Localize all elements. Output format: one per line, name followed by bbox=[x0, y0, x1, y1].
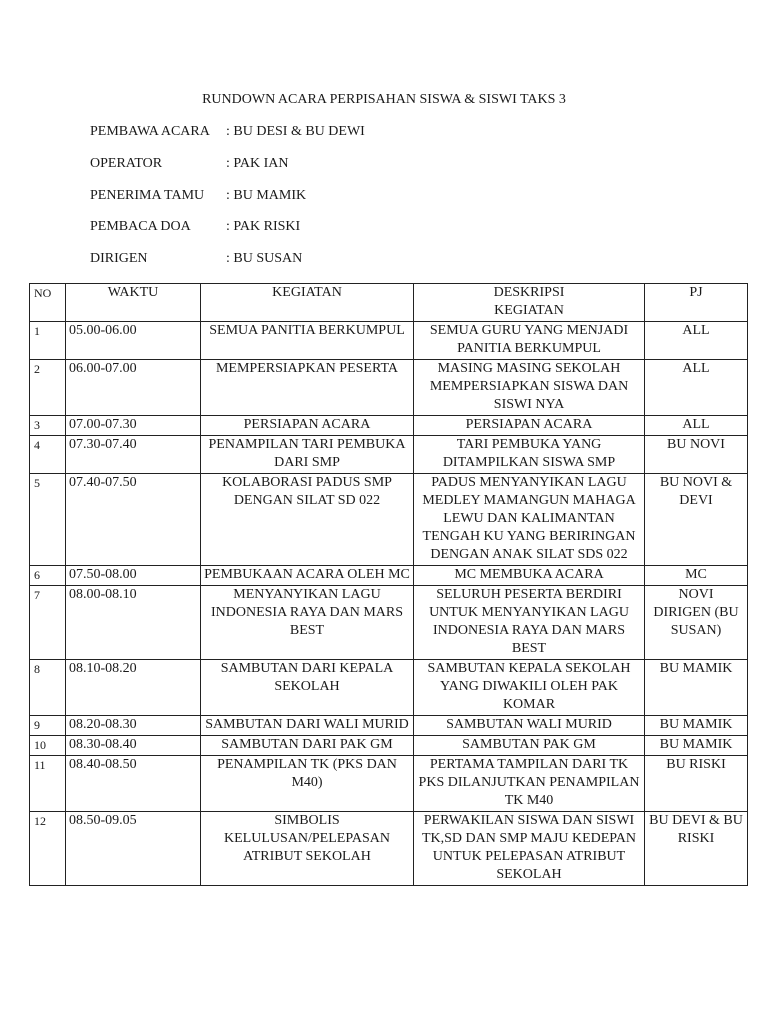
row-kegiatan: PENAMPILAN TK (PKS DAN M40) bbox=[201, 756, 414, 812]
row-kegiatan: SAMBUTAN DARI KEPALA SEKOLAH bbox=[201, 660, 414, 716]
row-no: 7 bbox=[30, 586, 66, 660]
table-row bbox=[30, 660, 748, 716]
info-label: OPERATOR bbox=[90, 156, 163, 171]
row-no: 2 bbox=[30, 360, 66, 416]
header-waktu: WAKTU bbox=[66, 284, 201, 322]
table-header-row bbox=[30, 284, 748, 322]
info-label: PEMBAWA ACARA bbox=[90, 124, 210, 139]
row-deskripsi: SAMBUTAN KEPALA SEKOLAH YANG DIWAKILI OLEH PAK KOMAR bbox=[414, 660, 645, 716]
info-label: PENERIMA TAMU bbox=[90, 188, 205, 203]
row-pj: BU NOVI & DEVI bbox=[645, 474, 748, 566]
table-row bbox=[30, 416, 748, 436]
row-deskripsi: PERSIAPAN ACARA bbox=[414, 416, 645, 436]
row-kegiatan: MEMPERSIAPKAN PESERTA bbox=[201, 360, 414, 416]
row-kegiatan: MENYANYIKAN LAGU INDONESIA RAYA DAN MARS BEST bbox=[201, 586, 414, 660]
table-row bbox=[30, 736, 748, 756]
row-kegiatan: SIMBOLIS KELULUSAN/PELEPASAN ATRIBUT SEKOLAH bbox=[201, 812, 414, 886]
info-row-penerima-tamu bbox=[90, 188, 306, 204]
info-row-operator bbox=[90, 156, 289, 172]
row-no: 4 bbox=[30, 436, 66, 474]
row-pj: ALL bbox=[645, 322, 748, 360]
row-no: 12 bbox=[30, 812, 66, 886]
row-waktu: 08.10-08.20 bbox=[66, 660, 201, 716]
table-row bbox=[30, 586, 748, 660]
row-kegiatan: PERSIAPAN ACARA bbox=[201, 416, 414, 436]
header-deskripsi: DESKRIPSI KEGIATAN bbox=[414, 284, 645, 322]
row-waktu: 08.00-08.10 bbox=[66, 586, 201, 660]
row-waktu: 08.30-08.40 bbox=[66, 736, 201, 756]
row-deskripsi: PERWAKILAN SISWA DAN SISWI TK,SD DAN SMP MAJU KEDEPAN UNTUK PELEPASAN ATRIBUT SEKOLAH bbox=[414, 812, 645, 886]
row-pj: NOVI DIRIGEN (BU SUSAN) bbox=[645, 586, 748, 660]
row-waktu: 07.00-07.30 bbox=[66, 416, 201, 436]
row-waktu: 07.30-07.40 bbox=[66, 436, 201, 474]
info-value: : BU DESI & BU DEWI bbox=[226, 124, 365, 139]
row-kegiatan: SEMUA PANITIA BERKUMPUL bbox=[201, 322, 414, 360]
row-no: 10 bbox=[30, 736, 66, 756]
info-row-dirigen bbox=[90, 251, 302, 267]
row-pj: MC bbox=[645, 566, 748, 586]
row-deskripsi: TARI PEMBUKA YANG DITAMPILKAN SISWA SMP bbox=[414, 436, 645, 474]
row-pj: BU NOVI bbox=[645, 436, 748, 474]
table-row bbox=[30, 812, 748, 886]
info-value: : BU SUSAN bbox=[226, 251, 303, 266]
row-pj: BU MAMIK bbox=[645, 660, 748, 716]
table-row bbox=[30, 322, 748, 360]
info-label: DIRIGEN bbox=[90, 251, 148, 266]
row-deskripsi: PERTAMA TAMPILAN DARI TK PKS DILANJUTKAN PENAMPILAN TK M40 bbox=[414, 756, 645, 812]
row-no: 6 bbox=[30, 566, 66, 586]
row-deskripsi: MASING MASING SEKOLAH MEMPERSIAPKAN SISWA DAN SISWI NYA bbox=[414, 360, 645, 416]
info-value: : PAK IAN bbox=[226, 156, 289, 171]
row-kegiatan: SAMBUTAN DARI PAK GM bbox=[201, 736, 414, 756]
row-no: 9 bbox=[30, 716, 66, 736]
row-deskripsi: SEMUA GURU YANG MENJADI PANITIA BERKUMPUL bbox=[414, 322, 645, 360]
row-deskripsi: SAMBUTAN WALI MURID bbox=[414, 716, 645, 736]
row-deskripsi: SELURUH PESERTA BERDIRI UNTUK MENYANYIKAN LAGU INDONESIA RAYA DAN MARS BEST bbox=[414, 586, 645, 660]
row-waktu: 08.20-08.30 bbox=[66, 716, 201, 736]
row-kegiatan: SAMBUTAN DARI WALI MURID bbox=[201, 716, 414, 736]
header-pj: PJ bbox=[645, 284, 748, 322]
row-waktu: 06.00-07.00 bbox=[66, 360, 201, 416]
table-row bbox=[30, 756, 748, 812]
row-pj: BU RISKI bbox=[645, 756, 748, 812]
row-no: 8 bbox=[30, 660, 66, 716]
row-pj: ALL bbox=[645, 416, 748, 436]
table-row bbox=[30, 716, 748, 736]
row-kegiatan: PEMBUKAAN ACARA OLEH MC bbox=[201, 566, 414, 586]
row-kegiatan: PENAMPILAN TARI PEMBUKA DARI SMP bbox=[201, 436, 414, 474]
info-value: : PAK RISKI bbox=[226, 219, 301, 234]
row-deskripsi: SAMBUTAN PAK GM bbox=[414, 736, 645, 756]
table-row bbox=[30, 566, 748, 586]
row-no: 11 bbox=[30, 756, 66, 812]
document-title: RUNDOWN ACARA PERPISAHAN SISWA & SISWI TAKS 3 bbox=[202, 92, 566, 107]
header-no: NO bbox=[30, 284, 66, 322]
rundown-table bbox=[29, 283, 748, 886]
row-deskripsi: MC MEMBUKA ACARA bbox=[414, 566, 645, 586]
row-waktu: 07.40-07.50 bbox=[66, 474, 201, 566]
info-value: : BU MAMIK bbox=[226, 188, 307, 203]
row-waktu: 08.50-09.05 bbox=[66, 812, 201, 886]
row-waktu: 08.40-08.50 bbox=[66, 756, 201, 812]
row-no: 1 bbox=[30, 322, 66, 360]
table-row bbox=[30, 474, 748, 566]
row-waktu: 05.00-06.00 bbox=[66, 322, 201, 360]
row-pj: ALL bbox=[645, 360, 748, 416]
header-kegiatan: KEGIATAN bbox=[201, 284, 414, 322]
info-row-pembawa-acara bbox=[90, 124, 365, 140]
row-deskripsi: PADUS MENYANYIKAN LAGU MEDLEY MAMANGUN MAHAGA LEWU DAN KALIMANTAN TENGAH KU YANG BERIRINGAN DENGAN ANAK SILAT SDS 022 bbox=[414, 474, 645, 566]
info-row-pembaca-doa bbox=[90, 219, 300, 235]
row-kegiatan: KOLABORASI PADUS SMP DENGAN SILAT SD 022 bbox=[201, 474, 414, 566]
info-label: PEMBACA DOA bbox=[90, 219, 191, 234]
row-waktu: 07.50-08.00 bbox=[66, 566, 201, 586]
row-no: 5 bbox=[30, 474, 66, 566]
row-pj: BU MAMIK bbox=[645, 716, 748, 736]
row-pj: BU MAMIK bbox=[645, 736, 748, 756]
row-pj: BU DEVI & BU RISKI bbox=[645, 812, 748, 886]
table-row bbox=[30, 360, 748, 416]
table-row bbox=[30, 436, 748, 474]
row-no: 3 bbox=[30, 416, 66, 436]
